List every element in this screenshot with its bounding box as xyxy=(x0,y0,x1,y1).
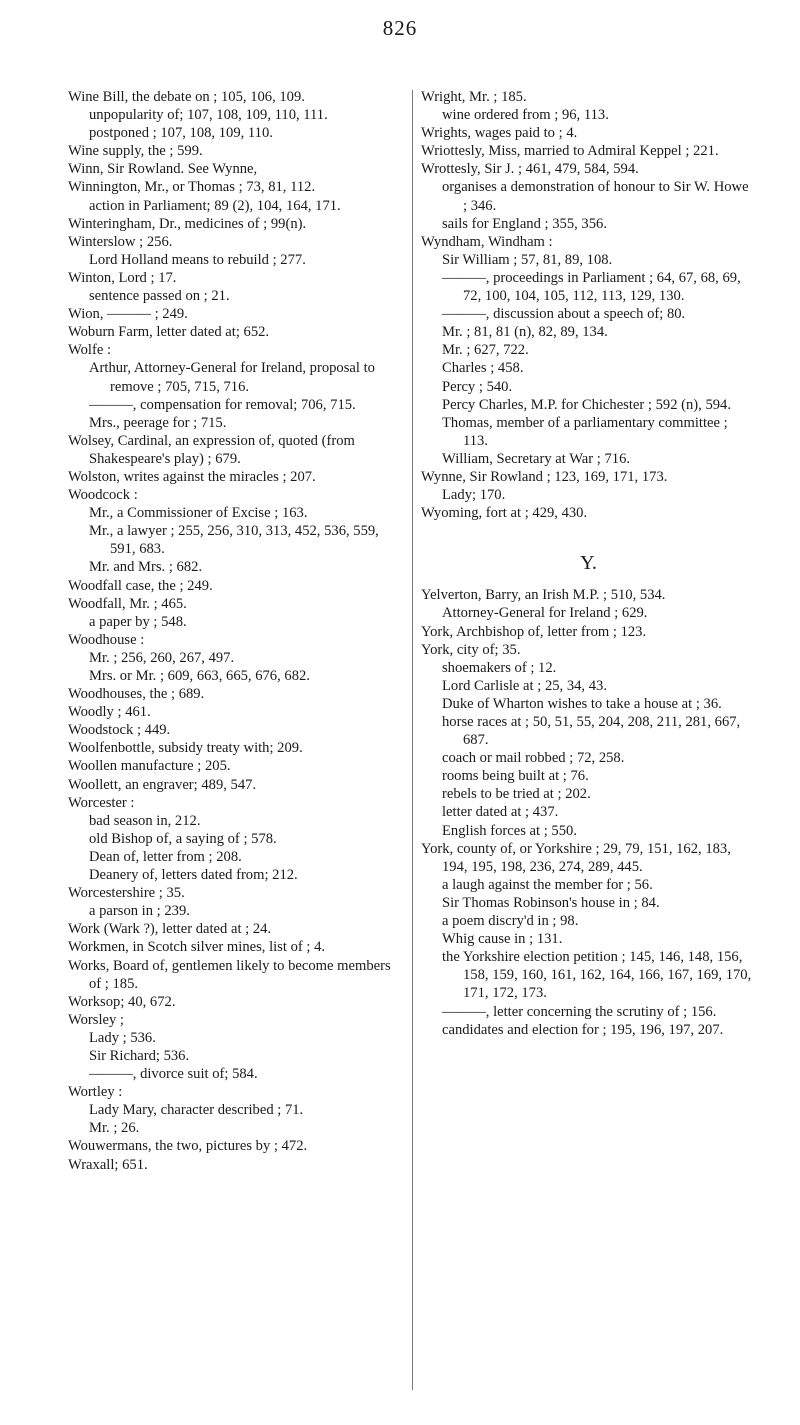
index-entry: Wion, ——— ; 249. xyxy=(68,306,188,323)
index-entry: Wyndham, Windham : xyxy=(421,233,553,250)
index-entry: Woodhouses, the ; 689. xyxy=(68,686,205,703)
index-subentry: a paper by ; 548. xyxy=(89,613,187,630)
index-subentry: William, Secretary at War ; 716. xyxy=(442,450,631,467)
index-entry: Woolfenbottle, subsidy treaty with; 209. xyxy=(68,740,303,757)
index-entry: Wriottesly, Miss, married to Admiral Keppel ; 221. xyxy=(421,143,719,160)
index-subentry: the Yorkshire election petition ; 145, 146, 148, 156, 158, 159, 160, 161, 162, 164, 166, 167, 169, 170, 171, 172, 173. xyxy=(442,949,752,1002)
index-entry: Wright, Mr. ; 185. xyxy=(421,89,527,105)
index-subentry: ———, proceedings in Parliament ; 64, 67, 68, 69, 72, 100, 104, 105, 112, 113, 129, 130. xyxy=(442,269,741,305)
index-subentry: bad season in, 212. xyxy=(89,812,201,829)
index-subentry: Duke of Wharton wishes to take a house at ; 36. xyxy=(442,695,722,712)
index-subentry: candidates and election for ; 195, 196, 197, 207. xyxy=(442,1021,724,1038)
index-entry: Wrights, wages paid to ; 4. xyxy=(421,125,578,142)
index-entry: Yelverton, Barry, an Irish M.P. ; 510, 534. xyxy=(421,587,666,604)
index-entry: York, county of, or Yorkshire ; 29, 79, 151, 162, 183, 194, 195, 198, 236, 274, 289, 445. xyxy=(421,840,731,875)
index-entry: Wortley : xyxy=(68,1084,123,1101)
index-subentry: Attorney-General for Ireland ; 629. xyxy=(442,605,648,622)
index-entry: Works, Board of, gentlemen likely to become members of ; 185. xyxy=(68,957,391,992)
index-subentry: action in Parliament; 89 (2), 104, 164, 171. xyxy=(89,197,341,214)
index-entry: Winnington, Mr., or Thomas ; 73, 81, 112. xyxy=(68,179,316,196)
index-entry: York, Archbishop of, letter from ; 123. xyxy=(421,623,647,640)
index-subentry: organises a demonstration of honour to Sir W. Howe ; 346. xyxy=(442,179,749,214)
index-subentry: a poem discry'd in ; 98. xyxy=(442,913,579,930)
index-subentry: Percy ; 540. xyxy=(442,378,513,395)
index-entry: Worksop; 40, 672. xyxy=(68,993,176,1010)
page-number: 826 xyxy=(382,16,418,40)
index-subentry: Lady Mary, character described ; 71. xyxy=(89,1102,304,1119)
index-entry: York, city of; 35. xyxy=(421,641,521,658)
index-subentry: ———, divorce suit of; 584. xyxy=(89,1066,258,1083)
index-subentry: a laugh against the member for ; 56. xyxy=(442,876,653,893)
index-subentry: Lady ; 536. xyxy=(89,1029,156,1046)
index-section-w-continued xyxy=(421,88,756,522)
index-entry: Winn, Sir Rowland. See Wynne, xyxy=(68,161,258,178)
index-subentry: coach or mail robbed ; 72, 258. xyxy=(442,750,625,767)
index-subentry: Lady; 170. xyxy=(442,487,506,504)
index-subentry: wine ordered from ; 96, 113. xyxy=(442,107,609,124)
index-subentry: a parson in ; 239. xyxy=(89,903,190,920)
index-subentry: Mrs., peerage for ; 715. xyxy=(89,414,227,431)
index-entry: Wyoming, fort at ; 429, 430. xyxy=(421,505,588,522)
index-entry: Work (Wark ?), letter dated at ; 24. xyxy=(68,921,272,938)
index-subentry: letter dated at ; 437. xyxy=(442,804,559,821)
index-entry: Workmen, in Scotch silver mines, list of ; 4. xyxy=(68,939,326,956)
index-subentry: Mr. ; 256, 260, 267, 497. xyxy=(89,649,235,666)
index-column-left xyxy=(68,88,406,1174)
index-subentry: Mr. ; 26. xyxy=(89,1120,140,1137)
index-subentry: ———, letter concerning the scrutiny of ; 156. xyxy=(442,1003,717,1020)
index-entry: Wouwermans, the two, pictures by ; 472. xyxy=(68,1138,308,1155)
index-entry: Woollen manufacture ; 205. xyxy=(68,758,231,775)
index-subentry: rooms being built at ; 76. xyxy=(442,768,589,785)
index-subentry: Percy Charles, M.P. for Chichester ; 592 (n), 594. xyxy=(442,396,731,413)
index-entry: Worcester : xyxy=(68,794,135,811)
index-entry: Wolston, writes against the miracles ; 207. xyxy=(68,468,316,485)
index-subentry: postponed ; 107, 108, 109, 110. xyxy=(89,125,273,142)
index-subentry: unpopularity of; 107, 108, 109, 110, 111. xyxy=(89,107,328,124)
index-entry: Winton, Lord ; 17. xyxy=(68,269,177,286)
section-heading-y: Y. xyxy=(580,552,597,575)
index-subentry: Arthur, Attorney-General for Ireland, proposal to remove ; 705, 715, 716. xyxy=(89,360,375,395)
index-subentry: Mr. and Mrs. ; 682. xyxy=(89,559,203,576)
index-subentry: sentence passed on ; 21. xyxy=(89,288,230,305)
index-column-right xyxy=(421,88,756,1039)
index-subentry: Charles ; 458. xyxy=(442,360,524,377)
index-subentry: Sir Thomas Robinson's house in ; 84. xyxy=(442,894,660,911)
index-subentry: Deanery of, letters dated from; 212. xyxy=(89,867,298,884)
index-section-y xyxy=(421,586,756,1038)
index-entry: Woodfall, Mr. ; 465. xyxy=(68,595,187,612)
index-subentry: horse races at ; 50, 51, 55, 204, 208, 211, 281, 667, 687. xyxy=(442,714,741,749)
column-divider xyxy=(412,90,413,1390)
index-entry: Wolsey, Cardinal, an expression of, quoted (from Shakespeare's play) ; 679. xyxy=(68,432,355,467)
index-subentry: Mrs. or Mr. ; 609, 663, 665, 676, 682. xyxy=(89,668,310,684)
index-entry: Woodhouse : xyxy=(68,631,145,648)
index-subentry: Lord Carlisle at ; 25, 34, 43. xyxy=(442,677,607,694)
index-entry: Wynne, Sir Rowland ; 123, 169, 171, 173. xyxy=(421,468,668,485)
index-entry: Woodcock : xyxy=(68,487,138,504)
index-entry: Woodly ; 461. xyxy=(68,704,151,721)
index-subentry: rebels to be tried at ; 202. xyxy=(442,786,591,803)
index-subentry: Sir William ; 57, 81, 89, 108. xyxy=(442,251,613,268)
index-subentry: Lord Holland means to rebuild ; 277. xyxy=(89,251,306,268)
index-subentry: Mr., a lawyer ; 255, 256, 310, 313, 452, 536, 559, 591, 683. xyxy=(89,523,379,558)
index-subentry: shoemakers of ; 12. xyxy=(442,659,557,676)
index-entry: Wolfe : xyxy=(68,342,111,359)
index-entry: Wine supply, the ; 599. xyxy=(68,143,203,160)
index-subentry: Dean of, letter from ; 208. xyxy=(89,848,242,865)
index-subentry: old Bishop of, a saying of ; 578. xyxy=(89,830,277,847)
index-subentry: ———, compensation for removal; 706, 715. xyxy=(89,396,356,413)
index-subentry: ———, discussion about a speech of; 80. xyxy=(442,306,686,323)
index-entry: Woollett, an engraver; 489, 547. xyxy=(68,776,257,793)
index-entry: Worcestershire ; 35. xyxy=(68,885,185,902)
index-entry: Wrottesly, Sir J. ; 461, 479, 584, 594. xyxy=(421,161,639,178)
index-entry: Wine Bill, the debate on ; 105, 106, 109. xyxy=(68,89,305,105)
index-entry: Woburn Farm, letter dated at; 652. xyxy=(68,324,270,341)
index-entry: Winterslow ; 256. xyxy=(68,233,173,250)
index-subentry: Whig cause in ; 131. xyxy=(442,931,563,948)
index-subentry: English forces at ; 550. xyxy=(442,822,577,839)
index-entry: Woodfall case, the ; 249. xyxy=(68,577,213,594)
index-entry: Winteringham, Dr., medicines of ; 99(n). xyxy=(68,215,307,232)
index-subentry: Mr., a Commissioner of Excise ; 163. xyxy=(89,505,308,522)
index-entry: Woodstock ; 449. xyxy=(68,722,171,739)
index-subentry: Mr. ; 627, 722. xyxy=(442,342,529,359)
index-entry: Wraxall; 651. xyxy=(68,1156,148,1173)
index-entry: Worsley ; xyxy=(68,1011,124,1028)
index-subentry: sails for England ; 355, 356. xyxy=(442,215,607,232)
index-subentry: Thomas, member of a parliamentary committee ; 113. xyxy=(442,414,728,449)
index-subentry: Sir Richard; 536. xyxy=(89,1047,190,1064)
index-subentry: Mr. ; 81, 81 (n), 82, 89, 134. xyxy=(442,324,608,341)
